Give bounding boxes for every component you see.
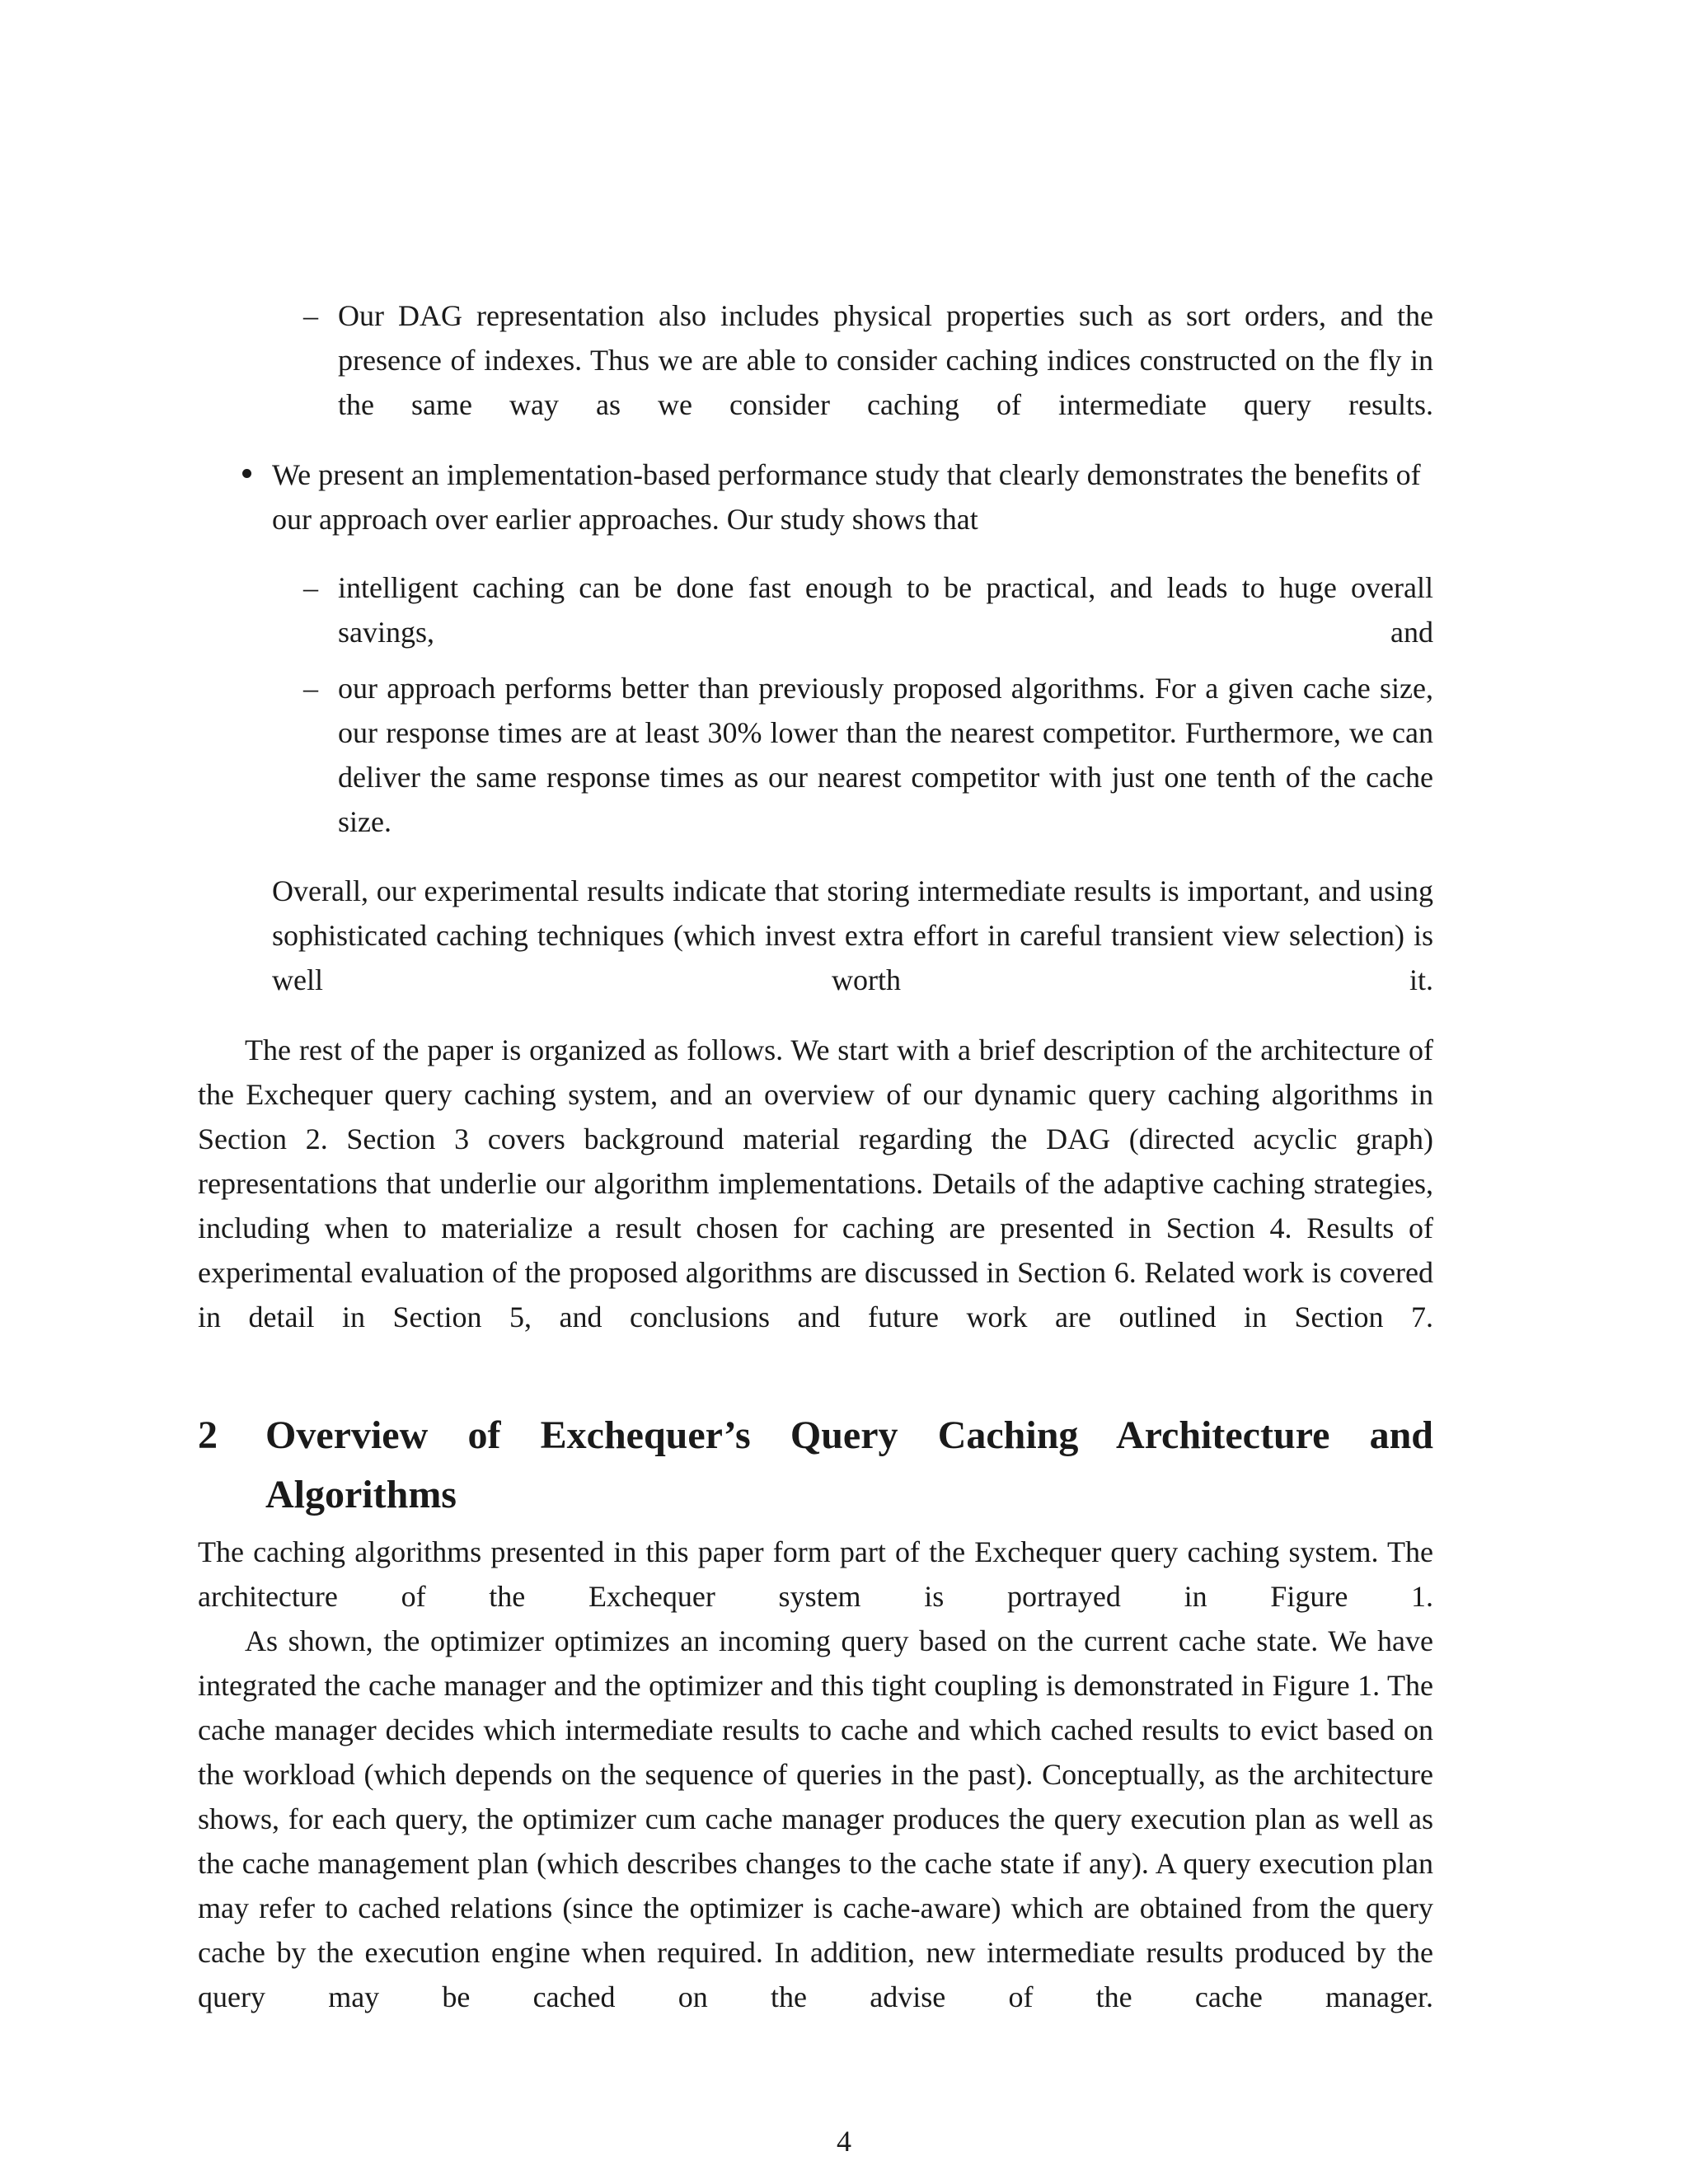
section-title: Overview of Exchequer’s Query Caching Architecture and Algorithms xyxy=(265,1413,1433,1516)
dash-marker: – xyxy=(303,571,318,604)
overall-paragraph: Overall, our experimental results indicate that storing intermediate results is important, and using sophisticated caching techniques (which invest extra effort in careful transient view selection) is well worth it. xyxy=(272,874,1433,996)
section-para-2: As shown, the optimizer optimizes an incoming query based on the current cache state. We have integrated the cache manager and the optimizer and this tight coupling is demonstrated in Figure 1. The cache manager decides which intermediate results to cache and which cached results to evict based on the workload (which depends on the sequence of queries in the past). Conceptually, as the architecture shows, for each query, the optimizer cum cache manager produces the query execution plan as well as the cache management plan (which describes changes to the cache state if any). A query execution plan may refer to cached relations (since the optimizer is cache-aware) which are obtained from the query cache by the execution engine when required. In addition, new intermediate results produced by the query may be cached on the advise of the cache manager. xyxy=(198,1624,1433,2013)
section-number: 2 xyxy=(198,1413,218,1457)
dash-marker: – xyxy=(303,672,318,705)
rest-paragraph: The rest of the paper is organized as follows. We start with a brief description of the architecture of the Exchequer query caching system, and an overview of our dynamic query caching algorithms in Section 2. Section 3 covers background material regarding the DAG (directed acyclic graph) representations that underlie our algorithm implementations. Details of the adaptive caching strategies, including when to materialize a result chosen for caching are presented in Section 4. Results of experimental evaluation of the proposed algorithms are discussed in Section 6. Related work is covered in detail in Section 5, and conclusions and future work are outlined in Section 7. xyxy=(198,1033,1433,1333)
page-number: 4 xyxy=(837,2125,851,2158)
bullet-marker xyxy=(242,469,251,478)
dash-marker: – xyxy=(303,299,318,332)
sub-item-approach: our approach performs better than previously proposed algorithms. For a given cache size, our response times are at least 30% lower than the nearest competitor. Furthermore, we can deliver the same response times as our nearest competitor with just one tenth of the cache size. xyxy=(338,672,1433,838)
sub-item-intelligent: intelligent caching can be done fast enough to be practical, and leads to huge overall savings, and xyxy=(338,571,1433,649)
bullet-study: We present an implementation-based performance study that clearly demonstrates the benefits of our approach over earlier approaches. Our study shows that xyxy=(272,458,1421,536)
sub-item-dag: Our DAG representation also includes physical properties such as sort orders, and the presence of indexes. Thus we are able to consider caching indices constructed on the fly in the same way as we consider caching of intermediate query results. xyxy=(338,299,1433,421)
section-para-1: The caching algorithms presented in this paper form part of the Exchequer query caching system. The architecture of the Exchequer system is portrayed in Figure 1. xyxy=(198,1535,1433,1613)
